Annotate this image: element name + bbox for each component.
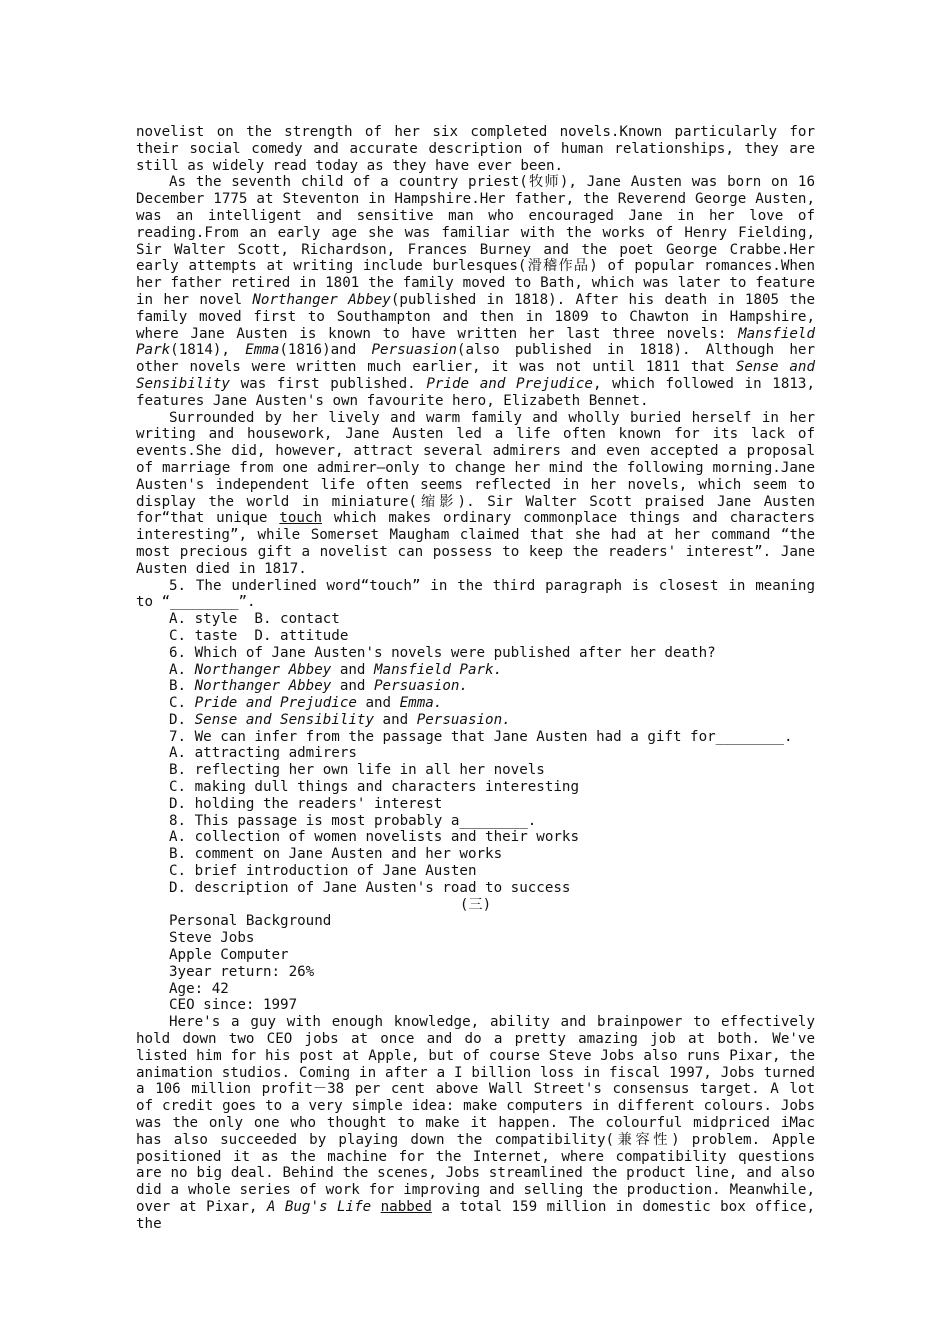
question-8-option-b: B. comment on Jane Austen and her works xyxy=(169,846,503,863)
question-7-option-a: A. attracting admirers xyxy=(169,745,357,762)
paragraph-text: novelist on the strength of her six completed novels.Known particularly for their social comedy and accurate description of human relationships, they are still as widely read today as they have ever been. xyxy=(136,124,815,174)
option-letter: C. xyxy=(169,695,195,712)
paragraph-text: which makes ordinary commonplace things and characters interesting”, while Somerset Maugham claimed that she had at her command “the most precious gift a novelist can possess to keep the readers' interest”. Jane Austen died in 1817. xyxy=(136,510,815,577)
option-letter: A. xyxy=(169,661,195,678)
paragraph-text: (also published in 1818). Although her other novels were written much earlier, it was not until 1811 that xyxy=(136,342,815,376)
paragraph-text: (1816)and xyxy=(279,342,372,359)
paragraph-1 xyxy=(136,124,815,174)
question-6-stem: 6. Which of Jane Austen's novels were published after her death? xyxy=(169,644,716,661)
info-line-5: Age: 42 xyxy=(169,980,229,997)
book-title: Persuasion. xyxy=(416,711,511,728)
paragraph-text: Surrounded by her lively and warm family and wholly buried herself in her writing and housework, Jane Austen led a life often known for its lack of events.She did, however, attract several admirers and even accepted a proposal of marriage from one admirer—only to change her mind the following morning.Jane Austen's independent life often seems reflected in her novels, which seem to display the world in miniature(缩影). Sir Walter Scott praised Jane Austen for“that unique xyxy=(136,409,815,527)
question-6-option-d xyxy=(169,712,815,729)
underlined-word: nabbed xyxy=(380,1199,432,1215)
option-letter: D. xyxy=(169,711,195,728)
option-text: and xyxy=(331,678,375,695)
book-title: Persuasion xyxy=(371,342,457,359)
book-title: Pride and Prejudice xyxy=(194,695,357,712)
paragraph-text: (1814), xyxy=(170,342,246,359)
option-text: and xyxy=(374,711,417,728)
question-8-option-c: C. brief introduction of Jane Austen xyxy=(169,863,477,880)
book-title: Emma. xyxy=(399,695,443,712)
paragraph-3 xyxy=(136,410,815,578)
film-title: A Bug's Life xyxy=(266,1199,372,1215)
paragraph-text: , which followed in 1813, features Jane Austen's own favourite hero, Elizabeth Bennet. xyxy=(136,375,815,409)
paragraph-text: Here's a guy with enough knowledge, ability and brainpower to effectively hold down two CEO jobs at once and do a pretty amazing job at both. We've listed him for his post at Apple, but of course Steve Jobs also runs Pixar, the animation studios. Coming in after a I billion loss in fiscal 1997, Jobs turned a 106 million profit－38 per cent above Wall Street's consensus target. A lot of credit goes to a very simple idea: make computers in different colours. Jobs was the only one who thought to make it happen. The colourful midpriced iMac has also succeeded by playing down the compatibility(兼容性) problem. Apple positioned it as the machine for the Internet, where compatibility questions are no big deal. Behind the scenes, Jobs streamlined the product line, and also did a whole series of work for improving and selling the production. Meanwhile, over at Pixar, xyxy=(136,1014,815,1215)
book-title: Northanger Abbey xyxy=(194,661,332,678)
info-line-3: Apple Computer xyxy=(169,947,289,964)
paragraph-jobs xyxy=(136,1014,815,1232)
question-7-stem: 7. We can infer from the passage that Jane Austen had a gift for________. xyxy=(169,728,793,745)
book-title: Northanger Abbey xyxy=(194,678,332,695)
question-7-option-d: D. holding the readers' interest xyxy=(169,795,443,812)
book-title: Mansfield Park xyxy=(136,325,815,359)
info-line-6: CEO since: 1997 xyxy=(169,997,298,1014)
question-6-option-b xyxy=(169,678,815,695)
paragraph-text: a total 159 million in domestic box office, the xyxy=(136,1199,815,1232)
question-5-options-ab: A. style B. contact xyxy=(169,611,340,628)
info-line-2: Steve Jobs xyxy=(169,930,255,947)
book-title: Sense and Sensibility xyxy=(136,359,815,392)
section-heading: (三) xyxy=(459,896,492,913)
book-title: Mansfield Park. xyxy=(374,661,503,678)
question-8-option-d: D. description of Jane Austen's road to success xyxy=(169,879,571,896)
question-6-option-c xyxy=(169,695,815,712)
question-5-options-cd: C. taste D. attitude xyxy=(169,627,349,644)
question-text: 5. The underlined word“touch” in the third paragraph is closest in meaning to “________”. xyxy=(136,577,815,611)
paragraph-text: was first published. xyxy=(229,375,427,392)
paragraph-text: As the seventh child of a country priest(牧师), Jane Austen was born on 16 December 1775 at Steventon in Hampshire.Her father, the Reverend George Austen, was an intelligent and sensitive man who encouraged Jane in her love of reading.From an early age she was familiar with the works of Henry Fielding, Sir Walter Scott, Richardson, Frances Burney and the poet George Crabbe.Her early attempts at writing include burlesques(滑稽作品) of popular romances.When her father retired in 1801 the family moved to Bath, which was later to feature in her novel xyxy=(136,174,815,308)
book-title: Pride and Prejudice xyxy=(426,375,593,392)
question-7-option-b: B. reflecting her own life in all her novels xyxy=(169,762,545,779)
book-title: Northanger Abbey xyxy=(252,291,391,308)
paragraph-2 xyxy=(136,174,815,409)
option-text: and xyxy=(331,661,375,678)
paragraph-text: (published in 1818). After his death in 1805 the family moved first to Southampton and then in 1809 to Chawton in Hampshire, where Jane Austen is known to have written her last three novels: xyxy=(136,291,816,342)
book-title: Emma xyxy=(245,342,280,359)
book-title: Persuasion. xyxy=(374,678,468,695)
question-5-stem xyxy=(136,578,815,612)
underlined-word: touch xyxy=(279,510,323,527)
question-8-option-a: A. collection of women novelists and their works xyxy=(169,829,579,846)
book-title: Sense and Sensibility xyxy=(194,711,374,728)
info-line-1: Personal Background xyxy=(169,913,332,930)
option-letter: B. xyxy=(169,678,195,695)
question-6-option-a xyxy=(169,662,815,679)
question-8-stem: 8. This passage is most probably a________. xyxy=(169,812,537,829)
info-line-4: 3year return: 26% xyxy=(169,963,315,980)
document-page xyxy=(136,124,815,1233)
question-7-option-c: C. making dull things and characters interesting xyxy=(169,779,579,796)
option-text: and xyxy=(356,695,400,712)
paragraph-text xyxy=(371,1199,380,1215)
